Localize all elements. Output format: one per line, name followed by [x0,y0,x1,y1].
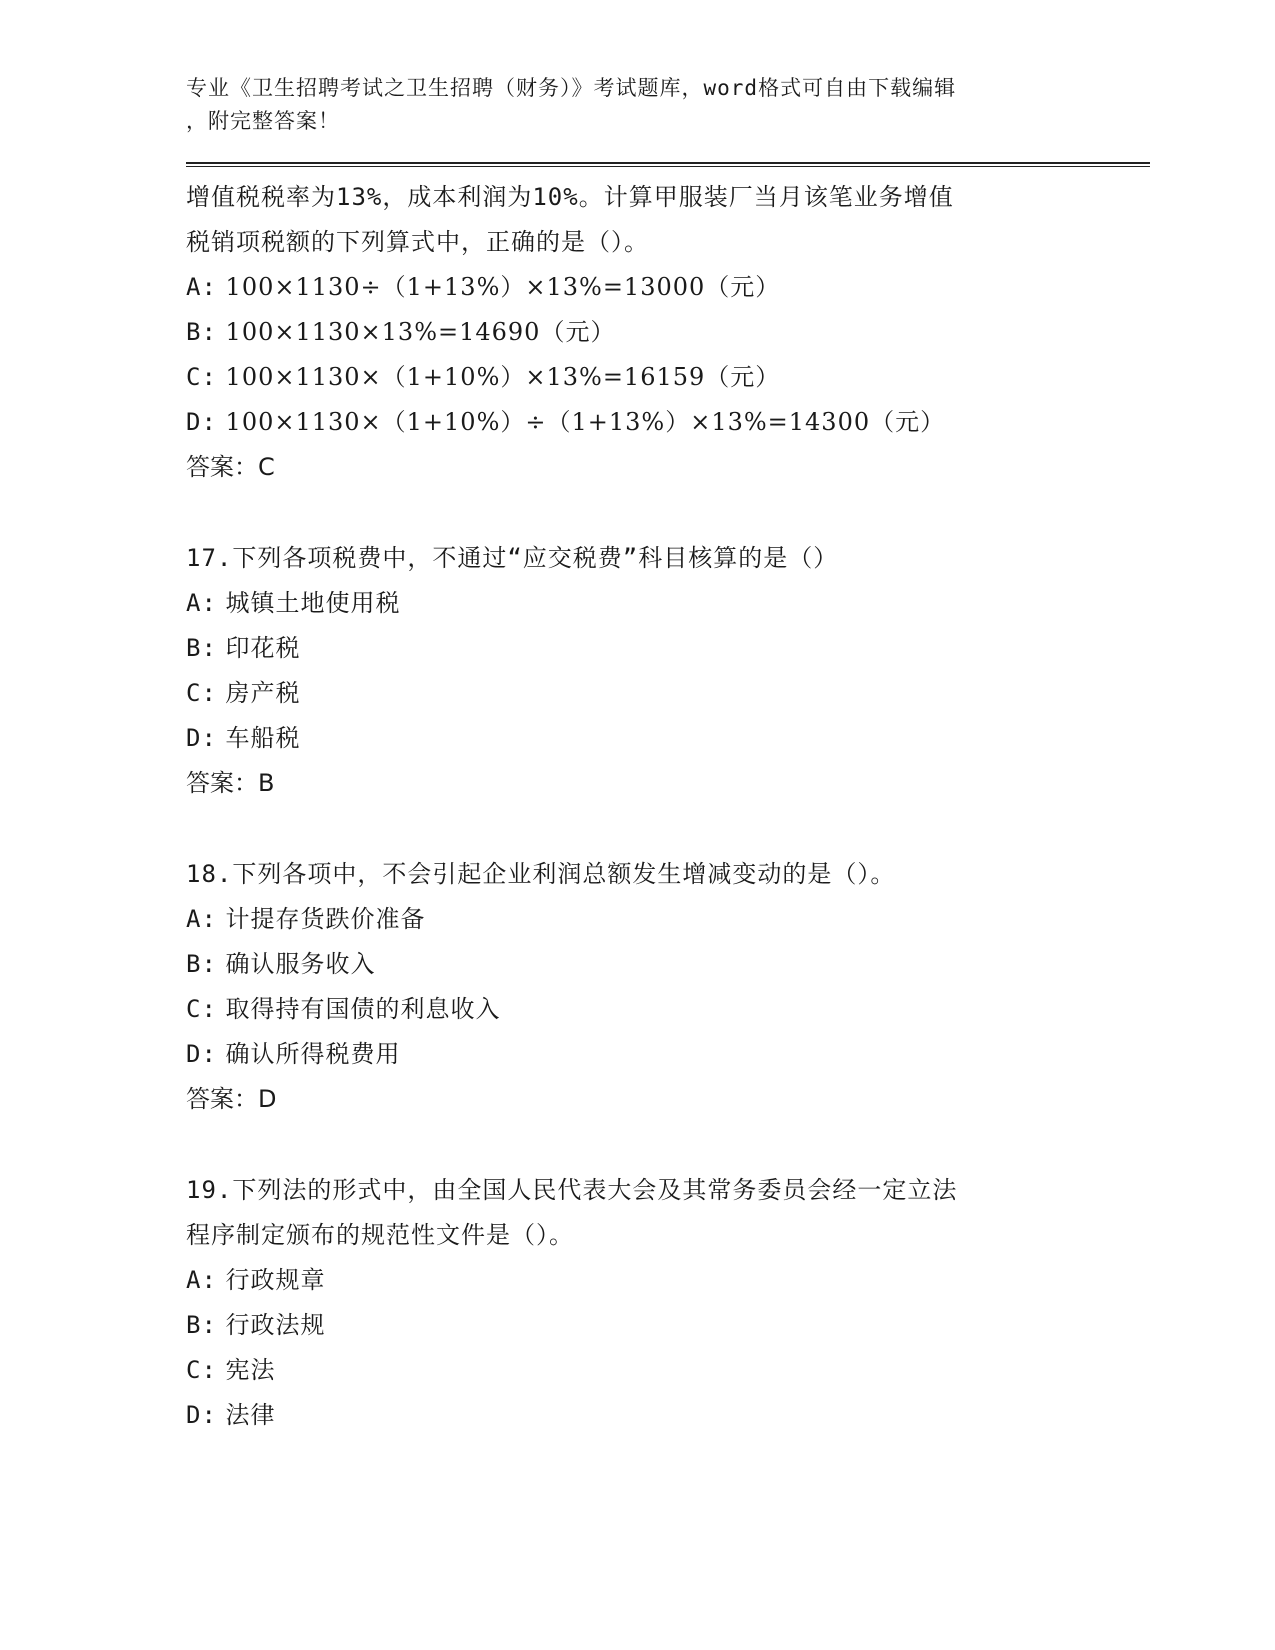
option-text: 车船税 [225,724,301,752]
option-a [186,581,1150,626]
option-letter: B: [186,634,217,662]
question-block [186,175,1150,490]
question-block [186,536,1150,806]
option-text: 印花税 [225,634,301,662]
option-c [186,987,1150,1032]
option-text: 行政法规 [225,1311,326,1339]
answer-label: 答案：D [186,1085,277,1113]
option-text: 100×1130×13%=14690（元） [225,318,616,346]
question-text-line-1: 17.下列各项税费中，不通过“应交税费”科目核算的是（） [186,544,839,572]
option-text: 确认所得税费用 [225,1040,401,1068]
document-header [186,72,1086,138]
option-letter: A: [186,905,217,933]
option-letter: C: [186,1356,217,1384]
option-letter: C: [186,995,217,1023]
header-title-line-1: 专业《卫生招聘考试之卫生招聘（财务）》考试题库，word格式可自由下载编辑 [186,76,957,100]
option-text: 城镇土地使用税 [225,589,401,617]
option-c [186,671,1150,716]
option-text: 100×1130×（1+10%）×13%=16159（元） [225,363,781,391]
option-c [186,1348,1150,1393]
option-text: 确认服务收入 [225,950,376,978]
answer-label: 答案：B [186,769,275,797]
option-d [186,1393,1150,1438]
option-letter: D: [186,724,217,752]
option-letter: C: [186,363,217,391]
option-text: 取得持有国债的利息收入 [225,995,501,1023]
answer-label: 答案：C [186,453,275,481]
option-b [186,626,1150,671]
question-block [186,1168,1150,1438]
option-text: 房产税 [225,679,301,707]
question-text-line-2: 程序制定颁布的规范性文件是（）。 [186,1221,574,1249]
question-text-line-1: 18.下列各项中，不会引起企业利润总额发生增减变动的是（）。 [186,860,896,888]
option-letter: C: [186,679,217,707]
option-letter: B: [186,1311,217,1339]
option-b [186,1303,1150,1348]
option-d [186,400,1150,445]
option-letter: B: [186,950,217,978]
option-text: 计提存货跌价准备 [225,905,426,933]
option-text: 行政规章 [225,1266,326,1294]
option-text: 100×1130÷（1+13%）×13%=13000（元） [225,273,781,301]
document-page [186,72,1150,1438]
option-c [186,355,1150,400]
option-a [186,265,1150,310]
option-letter: D: [186,1401,217,1429]
question-text-line-2: 税销项税额的下列算式中，正确的是（）。 [186,228,649,256]
header-divider [186,162,1150,167]
question-list [186,175,1150,1438]
option-text: 100×1130×（1+10%）÷（1+13%）×13%=14300（元） [225,408,946,436]
option-b [186,942,1150,987]
option-a [186,1258,1150,1303]
option-a [186,897,1150,942]
option-letter: D: [186,1040,217,1068]
question-text-line-1: 19.下列法的形式中，由全国人民代表大会及其常务委员会经一定立法 [186,1176,958,1204]
option-letter: A: [186,273,217,301]
option-letter: D: [186,408,217,436]
option-text: 法律 [225,1401,276,1429]
question-text-line-1: 增值税税率为13%，成本利润为10%。计算甲服装厂当月该笔业务增值 [186,183,954,211]
option-text: 宪法 [225,1356,276,1384]
option-d [186,1032,1150,1077]
option-d [186,716,1150,761]
option-letter: A: [186,1266,217,1294]
option-letter: B: [186,318,217,346]
option-b [186,310,1150,355]
question-block [186,852,1150,1122]
option-letter: A: [186,589,217,617]
header-title-line-2: ，附完整答案！ [186,109,340,133]
